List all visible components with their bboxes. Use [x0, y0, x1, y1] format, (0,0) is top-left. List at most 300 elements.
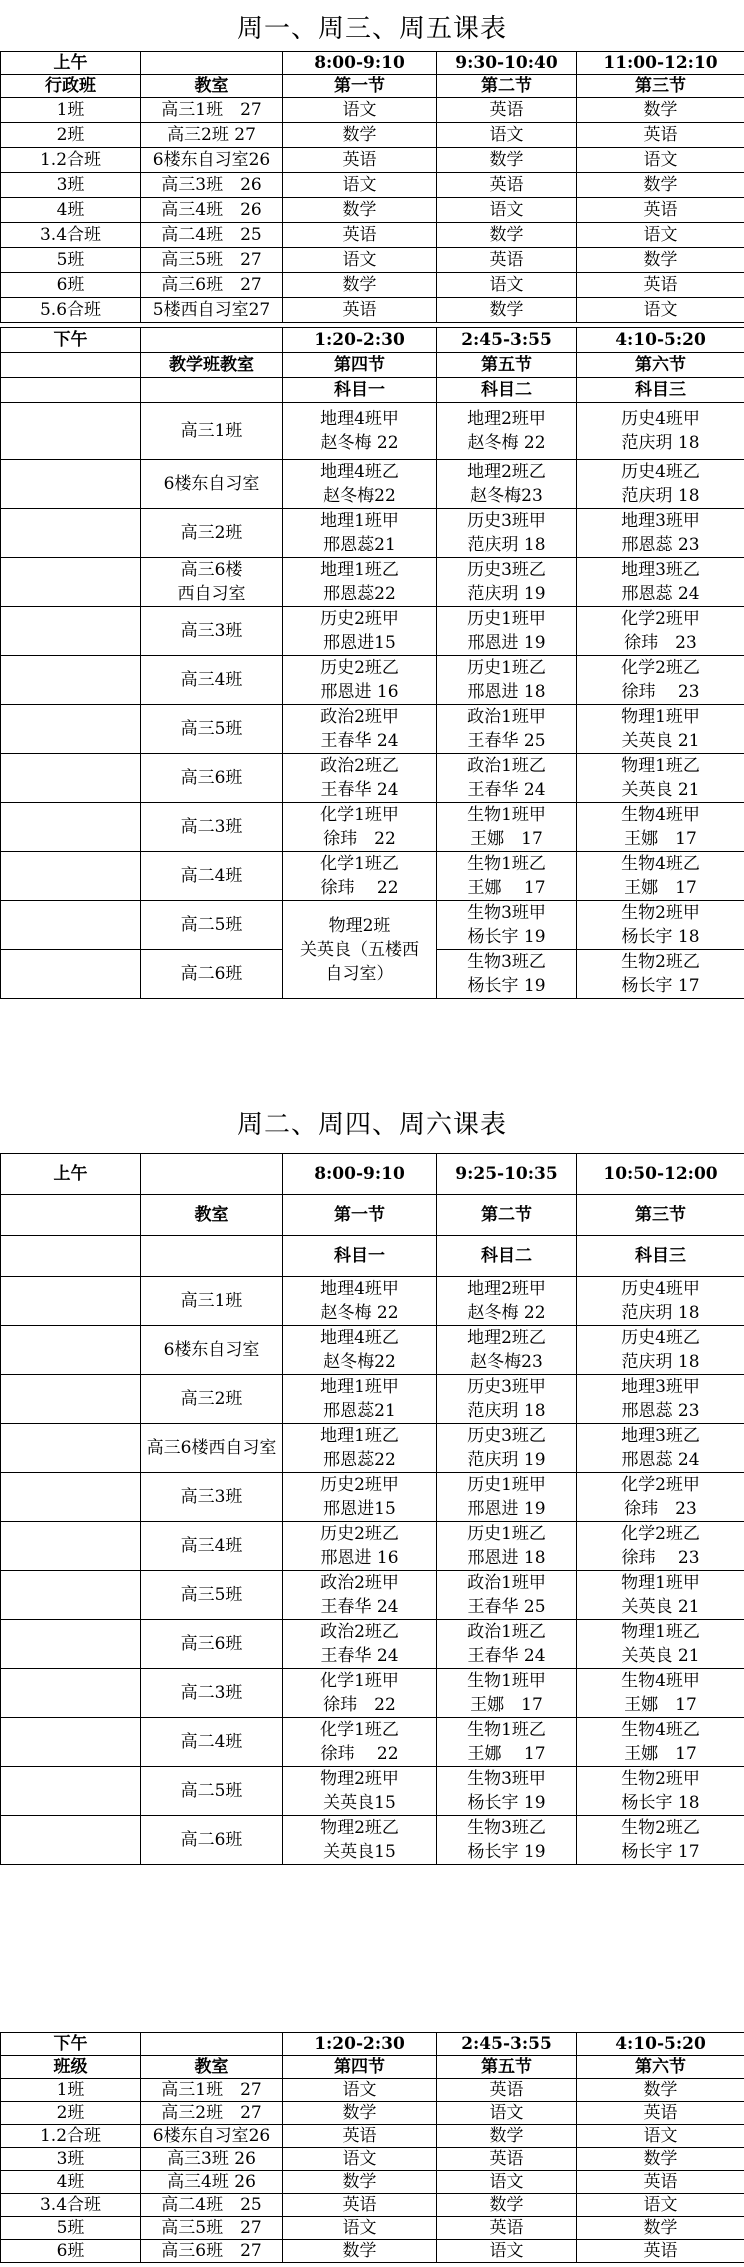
- table-row-cell: 英语: [283, 223, 437, 248]
- table-row: [1, 656, 744, 705]
- cell-line: 王娜 17: [624, 829, 697, 849]
- cell-line: 生物3班乙: [467, 1818, 546, 1838]
- table-row-cell: 高三4班 26: [141, 198, 283, 223]
- table-row-cell: 高三3班 26: [141, 173, 283, 198]
- table-row: [1, 1669, 744, 1718]
- table-row: [1, 2171, 744, 2194]
- table-row: [1, 298, 744, 323]
- cell-line: 历史3班乙: [467, 1426, 546, 1446]
- table-row-cell: 英语: [577, 2240, 744, 2263]
- table-row-cell: 语文: [437, 2102, 577, 2125]
- header-row: [1, 328, 744, 353]
- cell-line: 物理1班乙: [621, 756, 700, 776]
- cell-line: 化学1班甲: [320, 805, 399, 825]
- class-cell: [437, 705, 577, 754]
- table-row-cell: 语文: [437, 2240, 577, 2263]
- header-row-cell: 上午: [1, 1154, 141, 1195]
- section2-pm-table: [0, 2032, 744, 2263]
- blank-cell: [1, 1424, 141, 1473]
- header-row-cell: [141, 52, 283, 75]
- table-row: [1, 1277, 744, 1326]
- header-row-cell: [141, 1154, 283, 1195]
- header-row-cell: 11:00-12:10: [577, 52, 744, 75]
- subject-header-row-cell: 科目二: [437, 378, 577, 403]
- header-row-cell: 10:50-12:00: [577, 1154, 744, 1195]
- cell-line: 王春华 24: [320, 780, 399, 800]
- class-cell: [577, 901, 744, 950]
- cell-line: 生物2班乙: [621, 1818, 700, 1838]
- table-row-cell: 语文: [577, 2194, 744, 2217]
- table-row-cell: 语文: [283, 2148, 437, 2171]
- cell-line: 化学2班甲: [621, 1475, 700, 1495]
- table-row-cell: 语文: [437, 198, 577, 223]
- table-row: [1, 754, 744, 803]
- cell-line: 王春华 24: [320, 1646, 399, 1666]
- table-row: [1, 2148, 744, 2171]
- table-row-cell: 数学: [437, 148, 577, 173]
- class-cell: [283, 1620, 437, 1669]
- class-cell: [283, 1522, 437, 1571]
- cell-line: 政治2班乙: [320, 756, 399, 776]
- table-row-cell: 语文: [577, 223, 744, 248]
- cell-line: 历史4班乙: [621, 1328, 700, 1348]
- table-row-cell: 语文: [577, 2125, 744, 2148]
- cell-line: 生物1班甲: [467, 805, 546, 825]
- cell-line: 地理4班乙: [320, 1328, 399, 1348]
- table-row: [1, 1620, 744, 1669]
- class-cell: [283, 1718, 437, 1767]
- cell-line: 历史1班甲: [467, 1475, 546, 1495]
- cell-line: 王春华 25: [467, 731, 546, 751]
- cell-line: 关英良 21: [621, 1597, 700, 1617]
- cell-line: 历史2班乙: [320, 658, 399, 678]
- cell-line: 历史4班甲: [621, 1279, 700, 1299]
- cell-line: 历史4班甲: [621, 409, 700, 429]
- cell-line: 邢恩进 16: [320, 682, 399, 702]
- cell-line: 地理2班甲: [467, 1279, 546, 1299]
- class-cell: [283, 607, 437, 656]
- cell-line: 物理2班: [328, 915, 391, 936]
- room-cell: 6楼东自习室: [141, 460, 283, 509]
- cell-line: 地理3班乙: [621, 560, 700, 580]
- cell-line: 赵冬梅23: [470, 1352, 543, 1372]
- column-header-row-cell: 第二节: [437, 1195, 577, 1236]
- header-row-cell: 2:45-3:55: [437, 2033, 577, 2056]
- cell-line: 历史3班乙: [467, 560, 546, 580]
- table-row: [1, 173, 744, 198]
- class-cell: [283, 754, 437, 803]
- column-header-row-cell: 第三节: [577, 75, 744, 98]
- cell-line: 赵冬梅22: [323, 1352, 396, 1372]
- cell-line: 地理3班甲: [621, 1377, 700, 1397]
- class-cell: [577, 1277, 744, 1326]
- header-row-cell: 9:30-10:40: [437, 52, 577, 75]
- cell-line: 杨长宇 19: [467, 1842, 546, 1862]
- cell-line: 化学1班甲: [320, 1671, 399, 1691]
- cell-line: 范庆玥 18: [621, 1303, 700, 1323]
- blank-cell: [1, 754, 141, 803]
- cell-line: 地理2班乙: [467, 462, 546, 482]
- class-cell: [283, 803, 437, 852]
- subject-header-row-cell: [141, 378, 283, 403]
- blank-cell: [1, 1326, 141, 1375]
- cell-line: 杨长宇 18: [621, 927, 700, 947]
- class-cell: [437, 656, 577, 705]
- cell-line: 地理1班甲: [320, 1377, 399, 1397]
- class-cell: [577, 1571, 744, 1620]
- column-header-row-cell: 教室: [141, 75, 283, 98]
- class-cell: [283, 509, 437, 558]
- header-row-cell: [141, 328, 283, 353]
- cell-line: 王娜 17: [467, 1744, 546, 1764]
- table-row: [1, 1424, 744, 1473]
- table-row: [1, 273, 744, 298]
- blank-cell: [1, 1473, 141, 1522]
- table-row-cell: 数学: [283, 198, 437, 223]
- cell-line: 杨长宇 19: [467, 927, 546, 947]
- table-row-cell: 3班: [1, 173, 141, 198]
- table-row-cell: 英语: [577, 2102, 744, 2125]
- cell-line: 徐玮 22: [323, 1695, 396, 1715]
- cell-line: 王娜 17: [467, 878, 546, 898]
- room-cell: 高二3班: [141, 803, 283, 852]
- cell-line: 徐玮 23: [621, 682, 700, 702]
- class-cell: [437, 1326, 577, 1375]
- table-row-cell: 2班: [1, 2102, 141, 2125]
- cell-line: 王娜 17: [470, 1695, 543, 1715]
- table-row-cell: 语文: [437, 2171, 577, 2194]
- cell-line: 邢恩蕊 23: [621, 1401, 700, 1421]
- class-cell: [283, 852, 437, 901]
- header-row-cell: 8:00-9:10: [283, 52, 437, 75]
- room-cell: 高三2班: [141, 1375, 283, 1424]
- header-row-cell: 下午: [1, 2033, 141, 2056]
- column-header-row-cell: 教室: [141, 2056, 283, 2079]
- cell-line: 杨长宇 17: [621, 976, 700, 996]
- room-cell: 高二6班: [141, 1816, 283, 1865]
- column-header-row-cell: 教室: [141, 1195, 283, 1236]
- class-cell: [577, 1375, 744, 1424]
- cell-line: 生物4班甲: [621, 805, 700, 825]
- room-cell: 高三6班: [141, 754, 283, 803]
- class-cell: [283, 1473, 437, 1522]
- table-row-cell: 语文: [283, 98, 437, 123]
- table-row-cell: 英语: [283, 298, 437, 323]
- table-row-cell: 数学: [577, 248, 744, 273]
- table-row-cell: 数学: [283, 2240, 437, 2263]
- cell-line: 邢恩蕊 24: [621, 1450, 700, 1470]
- cell-line: 西自习室: [177, 584, 246, 604]
- table-row-cell: 5班: [1, 2217, 141, 2240]
- header-row: [1, 52, 744, 75]
- table-row: [1, 1473, 744, 1522]
- cell-line: 王春华 24: [320, 731, 399, 751]
- table-row-cell: 高三1班 27: [141, 98, 283, 123]
- class-cell: [283, 1816, 437, 1865]
- table-row: [1, 1767, 744, 1816]
- class-cell: [283, 705, 437, 754]
- cell-line: 政治1班乙: [467, 1622, 546, 1642]
- class-cell: [283, 1375, 437, 1424]
- header-row-cell: 8:00-9:10: [283, 1154, 437, 1195]
- class-cell: [437, 1669, 577, 1718]
- table-row: [1, 705, 744, 754]
- table-row-cell: 1.2合班: [1, 2125, 141, 2148]
- class-cell: [283, 1767, 437, 1816]
- cell-line: 政治2班甲: [320, 1573, 399, 1593]
- room-cell: 高三5班: [141, 1571, 283, 1620]
- class-cell: [283, 1326, 437, 1375]
- table-row: [1, 98, 744, 123]
- cell-line: 邢恩蕊22: [323, 1450, 396, 1470]
- cell-line: 赵冬梅 22: [320, 1303, 399, 1323]
- cell-line: 生物3班甲: [467, 903, 546, 923]
- blank-cell: [1, 656, 141, 705]
- table-row-cell: 6楼东自习室26: [141, 2125, 283, 2148]
- class-cell: [437, 950, 577, 999]
- cell-line: 邢恩蕊22: [323, 584, 396, 604]
- cell-line: 历史1班乙: [467, 1524, 546, 1544]
- class-cell: [437, 607, 577, 656]
- table-row-cell: 6班: [1, 273, 141, 298]
- cell-line: 关英良 21: [621, 731, 700, 751]
- cell-line: 地理1班乙: [320, 560, 399, 580]
- class-cell: [577, 607, 744, 656]
- blank-cell: [1, 1718, 141, 1767]
- cell-line: 关英良15: [323, 1842, 396, 1862]
- blank-cell: [1, 460, 141, 509]
- subject-header-row-cell: 科目三: [577, 378, 744, 403]
- table-row-cell: 6楼东自习室26: [141, 148, 283, 173]
- cell-line: 历史3班甲: [467, 1377, 546, 1397]
- class-cell: [577, 656, 744, 705]
- room-cell: 高三6楼西自习室: [141, 1424, 283, 1473]
- class-cell: [577, 852, 744, 901]
- cell-line: 徐玮 23: [624, 1499, 697, 1519]
- room-cell: 高二5班: [141, 1767, 283, 1816]
- cell-line: 生物3班甲: [467, 1769, 546, 1789]
- cell-line: 地理4班甲: [320, 1279, 399, 1299]
- table-row-cell: 英语: [437, 98, 577, 123]
- table-row: [1, 2194, 744, 2217]
- cell-line: 化学2班乙: [621, 658, 700, 678]
- cell-line: 生物1班甲: [467, 1671, 546, 1691]
- header-row-cell: 1:20-2:30: [283, 328, 437, 353]
- table-row-cell: 英语: [577, 2171, 744, 2194]
- table-row-cell: 英语: [283, 148, 437, 173]
- table-row: [1, 148, 744, 173]
- blank-cell: [1, 1571, 141, 1620]
- blank-cell: [1, 1669, 141, 1718]
- table-row-cell: 数学: [577, 98, 744, 123]
- table-row: [1, 2125, 744, 2148]
- table-row: [1, 123, 744, 148]
- subject-header-row-cell: 科目二: [437, 1236, 577, 1277]
- table-row: [1, 248, 744, 273]
- class-cell: [283, 656, 437, 705]
- cell-line: 化学1班乙: [320, 854, 399, 874]
- cell-line: 赵冬梅 22: [467, 433, 546, 453]
- table-row-cell: 高三5班 27: [141, 248, 283, 273]
- cell-line: 徐玮 22: [320, 878, 399, 898]
- table-row-cell: 高三5班 27: [141, 2217, 283, 2240]
- class-cell: [437, 901, 577, 950]
- table-row-cell: 5班: [1, 248, 141, 273]
- table-row-cell: 数学: [577, 2217, 744, 2240]
- table-row: [1, 1816, 744, 1865]
- cell-line: 历史3班甲: [467, 511, 546, 531]
- subject-header-row-cell: 科目三: [577, 1236, 744, 1277]
- class-cell: [437, 1718, 577, 1767]
- cell-line: 地理1班乙: [320, 1426, 399, 1446]
- cell-line: 范庆玥 18: [467, 1401, 546, 1421]
- column-header-row-cell: 第四节: [283, 353, 437, 378]
- table-row-cell: 3.4合班: [1, 2194, 141, 2217]
- column-header-row-cell: 第六节: [577, 2056, 744, 2079]
- cell-line: 王娜 17: [624, 1695, 697, 1715]
- room-cell: 高二4班: [141, 852, 283, 901]
- table-row-cell: 数学: [283, 123, 437, 148]
- class-cell: [577, 950, 744, 999]
- cell-line: 关英良 21: [621, 780, 700, 800]
- class-cell: [577, 705, 744, 754]
- cell-line: 物理1班甲: [621, 707, 700, 727]
- table-row-cell: 高三2班 27: [141, 123, 283, 148]
- cell-line: 王春华 24: [467, 780, 546, 800]
- cell-line: 化学2班甲: [621, 609, 700, 629]
- class-cell: [283, 1277, 437, 1326]
- column-header-row-cell: 第四节: [283, 2056, 437, 2079]
- table-row-cell: 高三6班 27: [141, 273, 283, 298]
- cell-line: 邢恩进 18: [467, 1548, 546, 1568]
- cell-line: 政治1班乙: [467, 756, 546, 776]
- table-row-cell: 语文: [283, 173, 437, 198]
- subject-header-row-cell: [1, 1236, 141, 1277]
- cell-line: 王春华 25: [467, 1597, 546, 1617]
- cell-line: 邢恩进 18: [467, 682, 546, 702]
- class-cell: [283, 1571, 437, 1620]
- table-row-cell: 高三2班 27: [141, 2102, 283, 2125]
- class-cell: [437, 803, 577, 852]
- table-row-cell: 语文: [437, 273, 577, 298]
- subject-header-row: [1, 378, 744, 403]
- class-cell: [437, 1571, 577, 1620]
- class-cell: [577, 803, 744, 852]
- cell-line: 高三6楼: [180, 560, 243, 580]
- cell-line: 地理2班甲: [467, 409, 546, 429]
- cell-line: 地理3班乙: [621, 1426, 700, 1446]
- subject-header-row-cell: [141, 1236, 283, 1277]
- table-row-cell: 英语: [437, 248, 577, 273]
- cell-line: 生物2班甲: [621, 1769, 700, 1789]
- room-cell: 高三1班: [141, 403, 283, 460]
- column-header-row: [1, 2056, 744, 2079]
- table-row-cell: 4班: [1, 198, 141, 223]
- class-cell: [577, 558, 744, 607]
- class-cell: [577, 1669, 744, 1718]
- class-cell-merged: [283, 901, 437, 999]
- table-row-cell: 数学: [437, 298, 577, 323]
- cell-line: 物理1班乙: [621, 1622, 700, 1642]
- cell-line: 王娜 17: [624, 1744, 697, 1764]
- column-header-row-cell: 教学班教室: [141, 353, 283, 378]
- cell-line: 王春华 24: [320, 1597, 399, 1617]
- table-row: [1, 2102, 744, 2125]
- class-cell: [577, 1473, 744, 1522]
- class-cell: [577, 1767, 744, 1816]
- cell-line: 邢恩蕊21: [323, 535, 396, 555]
- header-row-cell: 4:10-5:20: [577, 2033, 744, 2056]
- cell-line: 杨长宇 19: [467, 1793, 546, 1813]
- header-row-cell: 9:25-10:35: [437, 1154, 577, 1195]
- table-row: [1, 558, 744, 607]
- table-row-cell: 高二4班 25: [141, 223, 283, 248]
- cell-line: 地理3班甲: [621, 511, 700, 531]
- cell-line: 范庆玥 18: [621, 433, 700, 453]
- cell-line: 王娜 17: [470, 829, 543, 849]
- cell-line: 赵冬梅 22: [320, 433, 399, 453]
- cell-line: 杨长宇 18: [621, 1793, 700, 1813]
- cell-line: 生物4班乙: [621, 1720, 700, 1740]
- cell-line: 范庆玥 19: [467, 1450, 546, 1470]
- cell-line: 物理2班乙: [320, 1818, 399, 1838]
- header-row-cell: 下午: [1, 328, 141, 353]
- header-row-cell: 1:20-2:30: [283, 2033, 437, 2056]
- table-row-cell: 1班: [1, 98, 141, 123]
- class-cell: [437, 754, 577, 803]
- table-row-cell: 语文: [283, 2079, 437, 2102]
- table-row-cell: 高二4班 25: [141, 2194, 283, 2217]
- blank-cell: [1, 607, 141, 656]
- table-row: [1, 2217, 744, 2240]
- blank-cell: [1, 403, 141, 460]
- table-row: [1, 403, 744, 460]
- cell-line: 政治1班甲: [467, 707, 546, 727]
- class-cell: [577, 1424, 744, 1473]
- room-cell: 高三3班: [141, 607, 283, 656]
- table-row: [1, 223, 744, 248]
- table-row-cell: 语文: [577, 298, 744, 323]
- cell-line: 生物2班乙: [621, 952, 700, 972]
- table-row-cell: 3班: [1, 2148, 141, 2171]
- blank-cell: [1, 852, 141, 901]
- table-row-cell: 英语: [437, 173, 577, 198]
- room-cell: 高三6班: [141, 1620, 283, 1669]
- class-cell: [577, 509, 744, 558]
- room-cell: 高三2班: [141, 509, 283, 558]
- cell-line: 生物4班乙: [621, 854, 700, 874]
- table-row-cell: 5.6合班: [1, 298, 141, 323]
- cell-line: 历史1班甲: [467, 609, 546, 629]
- cell-line: 邢恩进 19: [467, 633, 546, 653]
- table-row-cell: 数学: [437, 2194, 577, 2217]
- cell-line: 王娜 17: [624, 878, 697, 898]
- table-row-cell: 6班: [1, 2240, 141, 2263]
- room-cell: 高三5班: [141, 705, 283, 754]
- blank-cell: [1, 1767, 141, 1816]
- table-row: [1, 1375, 744, 1424]
- cell-line: 生物1班乙: [467, 1720, 546, 1740]
- blank-cell: [1, 705, 141, 754]
- cell-line: 政治1班甲: [467, 1573, 546, 1593]
- class-cell: [577, 1326, 744, 1375]
- table-row: [1, 2079, 744, 2102]
- cell-line: 物理1班甲: [621, 1573, 700, 1593]
- blank-cell: [1, 1816, 141, 1865]
- table-row-cell: 语文: [283, 248, 437, 273]
- table-row: [1, 1326, 744, 1375]
- cell-line: 赵冬梅 22: [467, 1303, 546, 1323]
